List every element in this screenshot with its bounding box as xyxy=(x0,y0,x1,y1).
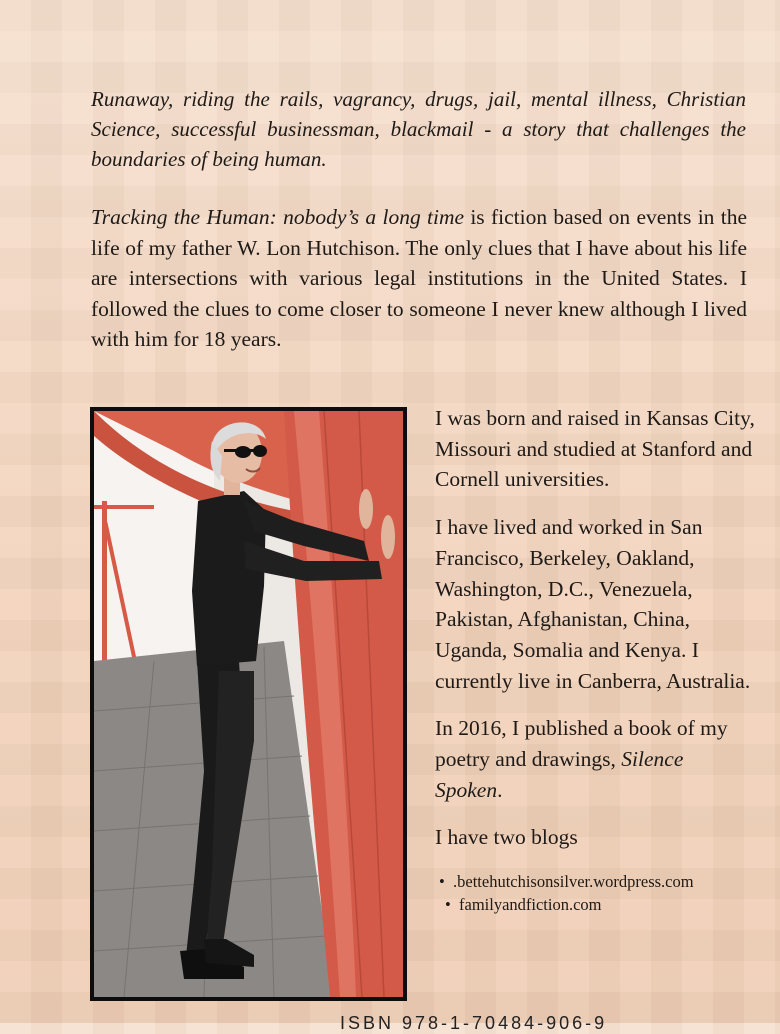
author-bio xyxy=(435,403,755,916)
blog-link-1[interactable]: • .bettehutchisonsilver.wordpress.com xyxy=(439,870,755,893)
blog-list xyxy=(439,870,755,916)
author-photo-illustration xyxy=(94,411,403,997)
blogs-heading: I have two blogs xyxy=(435,825,578,850)
blog-link-2[interactable]: • familyandfiction.com xyxy=(445,893,755,916)
poetry-book-title: Silence Spoken xyxy=(435,747,684,802)
book-summary xyxy=(91,202,747,355)
bio-paragraph-3: In 2016, I published a book of my poetry and drawings, Silence Spoken. xyxy=(435,716,728,802)
author-photo xyxy=(90,407,407,1001)
book-title: Tracking the Human: nobody’s a long time xyxy=(91,205,465,229)
tagline: Runaway, riding the rails, vagrancy, drugs, jail, mental illness, Christian Science, successful businessman, blackmail - a story that challenges the boundaries of being human. xyxy=(91,87,746,171)
bio-paragraph-2: I have lived and worked in San Francisco, Berkeley, Oakland, Washington, D.C., Venezuela, Pakistan, Afghanistan, China, Uganda, Somalia and Kenya. I currently live in Canberra, Australia. xyxy=(435,515,751,693)
summary-text: is fiction based on events in the life of my father W. Lon Hutchison. The only clues that I have about his life are intersections with various legal institutions in the United States. I followed the clues to come closer to someone I never knew although I lived with him for 18 years. xyxy=(91,205,747,351)
bio-paragraph-1: I was born and raised in Kansas City, Missouri and studied at Stanford and Cornell universities. xyxy=(435,406,755,492)
isbn-text: ISBN 978-1-70484-906-9 xyxy=(340,1013,608,1033)
